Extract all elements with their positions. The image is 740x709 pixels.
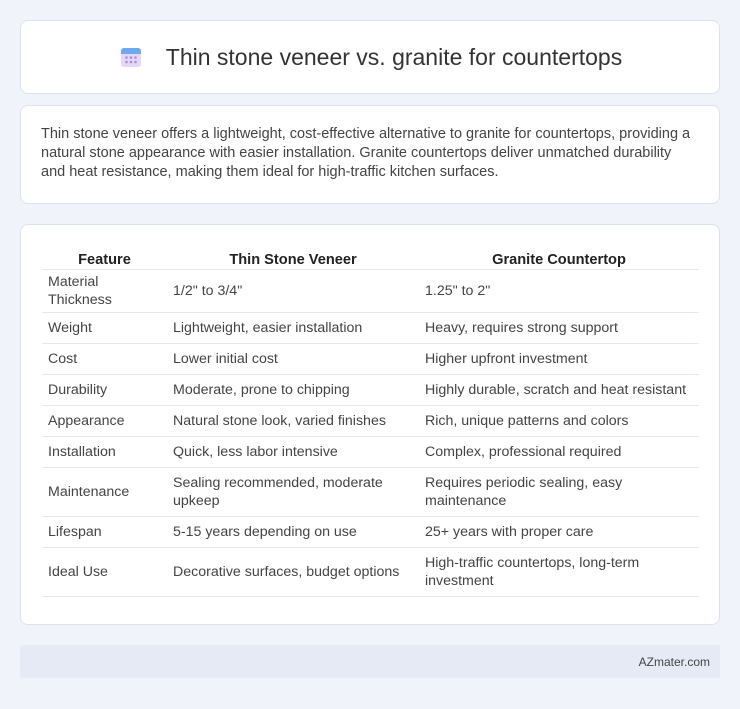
table-header-row: [42, 245, 699, 270]
feature-cell: Appearance: [42, 406, 167, 437]
table-row: [42, 548, 699, 597]
footer-source: AZmater.com: [638, 654, 710, 669]
granite-cell: Highly durable, scratch and heat resistant: [419, 375, 699, 406]
comparison-table: [42, 245, 699, 597]
veneer-cell: Sealing recommended, moderate upkeep: [167, 468, 419, 517]
column-header-granite: Granite Countertop: [419, 245, 699, 270]
granite-cell: Higher upfront investment: [419, 344, 699, 375]
feature-cell: Maintenance: [42, 468, 167, 517]
column-header-veneer: Thin Stone Veneer: [167, 245, 419, 270]
feature-cell: Installation: [42, 437, 167, 468]
table-row: [42, 437, 699, 468]
feature-cell: Ideal Use: [42, 548, 167, 597]
granite-cell: Rich, unique patterns and colors: [419, 406, 699, 437]
table-row: [42, 344, 699, 375]
veneer-cell: Decorative surfaces, budget options: [167, 548, 419, 597]
table-row: [42, 375, 699, 406]
title-card: [20, 20, 720, 94]
granite-cell: 1.25" to 2": [419, 270, 699, 313]
intro-paragraph: Thin stone veneer offers a lightweight, cost-effective alternative to granite for countertops, providing a natural stone appearance with easier installation. Granite countertops deliver unmatched durability and heat resistance, making them ideal for high-traffic kitchen surfaces.: [41, 126, 691, 180]
table-row: [42, 468, 699, 517]
column-header-feature: Feature: [42, 245, 167, 270]
veneer-cell: Moderate, prone to chipping: [167, 375, 419, 406]
table-row: [42, 270, 699, 313]
feature-cell: Material Thickness: [42, 270, 167, 313]
granite-cell: Heavy, requires strong support: [419, 313, 699, 344]
granite-cell: High-traffic countertops, long-term investment: [419, 548, 699, 597]
feature-cell: Lifespan: [42, 517, 167, 548]
page-title: Thin stone veneer vs. granite for countertops: [165, 43, 623, 70]
feature-cell: Cost: [42, 344, 167, 375]
calendar-icon: [118, 44, 144, 70]
table-row: [42, 406, 699, 437]
comparison-table-card: [20, 224, 720, 625]
table-row: [42, 517, 699, 548]
veneer-cell: 5-15 years depending on use: [167, 517, 419, 548]
veneer-cell: Lightweight, easier installation: [167, 313, 419, 344]
veneer-cell: Natural stone look, varied finishes: [167, 406, 419, 437]
granite-cell: Requires periodic sealing, easy maintenance: [419, 468, 699, 517]
granite-cell: Complex, professional required: [419, 437, 699, 468]
intro-card: [20, 105, 720, 204]
footer: [20, 645, 720, 678]
feature-cell: Weight: [42, 313, 167, 344]
veneer-cell: Quick, less labor intensive: [167, 437, 419, 468]
veneer-cell: 1/2" to 3/4": [167, 270, 419, 313]
veneer-cell: Lower initial cost: [167, 344, 419, 375]
feature-cell: Durability: [42, 375, 167, 406]
table-row: [42, 313, 699, 344]
granite-cell: 25+ years with proper care: [419, 517, 699, 548]
